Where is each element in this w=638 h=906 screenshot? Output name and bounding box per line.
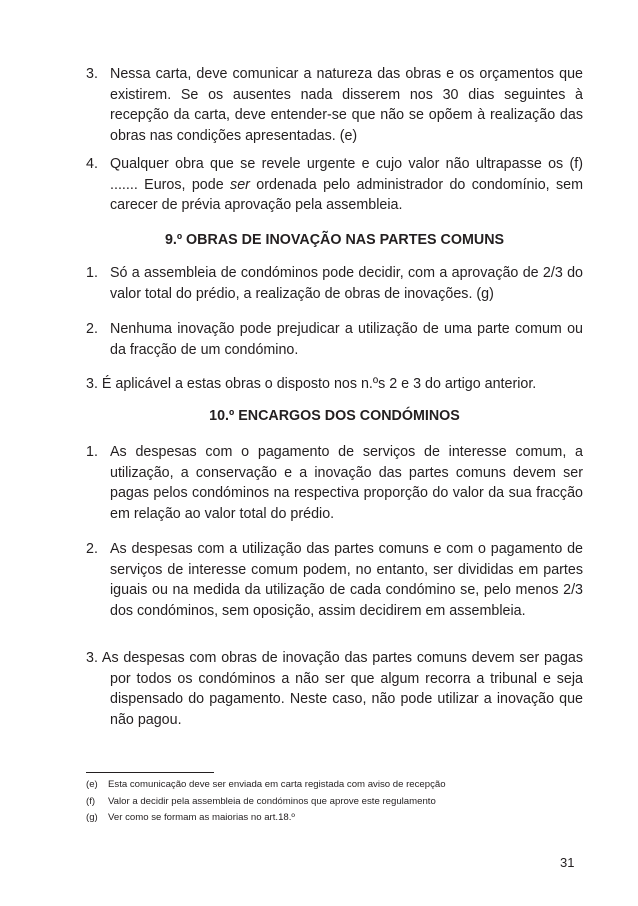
clause-8-4 — [86, 154, 583, 216]
section-10-heading: 10.º ENCARGOS DOS CONDÓMINOS — [209, 408, 460, 424]
clause-10-2 — [86, 539, 583, 621]
clause-9-2 — [86, 319, 583, 360]
footnote-separator — [86, 772, 214, 773]
footnote-text: Valor a decidir pela assembleia de condóminos que aprove este regulamento — [108, 796, 436, 807]
footnote-label: (f) — [86, 796, 96, 807]
clause-text: Qualquer obra que se revele urgente e cujo valor não ultrapasse os (f) ....... Euros, pode ser ordenada pelo administrador do condomínio, sem carecer de prévia aprovação pela assembleia. — [110, 156, 583, 213]
footnote-label: (e) — [86, 779, 98, 790]
clause-number: 1. — [86, 265, 98, 281]
footnote-text: Ver como se formam as maiorias no art.18.º — [108, 812, 295, 823]
clause-text: Nessa carta, deve comunicar a natureza das obras e os orçamentos que existirem. Se os ausentes nada disserem nos 30 dias seguintes à recepção da carta, deve entender-se que não se opõem à realização das obras nas condições apresentadas. (e) — [110, 66, 583, 144]
clause-number: 2. — [86, 321, 98, 337]
clause-10-3 — [86, 648, 583, 730]
page-number: 31 — [560, 855, 575, 870]
clause-text: 3. É aplicável a estas obras o disposto nos n.ºs 2 e 3 do artigo anterior. — [86, 376, 537, 392]
clause-number: 1. — [86, 444, 98, 460]
footnote-label: (g) — [86, 812, 98, 823]
clause-number: 3. — [86, 66, 98, 82]
section-9-heading: 9.º OBRAS DE INOVAÇÃO NAS PARTES COMUNS — [164, 232, 505, 248]
clause-10-1 — [86, 442, 583, 524]
footnote-g — [86, 811, 586, 824]
footnote-f — [86, 795, 586, 808]
clause-8-3 — [86, 64, 583, 146]
clause-text: Nenhuma inovação pode prejudicar a utilização de uma parte comum ou da fracção de um condómino. — [110, 321, 583, 358]
clause-text: As despesas com o pagamento de serviços de interesse comum, a utilização, a conservação e a inovação das partes comuns devem ser pagas pelos condóminos na respectiva proporção do valor da sua fracção em relação ao valor total do prédio. — [110, 444, 583, 522]
clause-9-3 — [86, 374, 583, 395]
footnote-e — [86, 778, 586, 791]
clause-text: Só a assembleia de condóminos pode decidir, com a aprovação de 2/3 do valor total do prédio, a realização de obras de inovações. (g) — [110, 265, 583, 302]
clause-text: As despesas com a utilização das partes comuns e com o pagamento de serviços de interesse comum podem, no entanto, ser divididas em partes iguais ou na medida da utilização de cada condómino se, pelo menos 2/3 dos condóminos, sem oposição, assim decidirem em assembleia. — [110, 541, 583, 619]
clause-text: 3. As despesas com obras de inovação das partes comuns devem ser pagas por todos os condóminos a não ser que algum recorra a tribunal e seja dispensado do pagamento. Neste caso, não pode utilizar a inovação que não pagou. — [86, 650, 583, 728]
footnote-text: Esta comunicação deve ser enviada em carta registada com aviso de recepção — [108, 779, 446, 790]
clause-number: 4. — [86, 156, 98, 172]
clause-9-1 — [86, 263, 583, 304]
clause-number: 2. — [86, 541, 98, 557]
